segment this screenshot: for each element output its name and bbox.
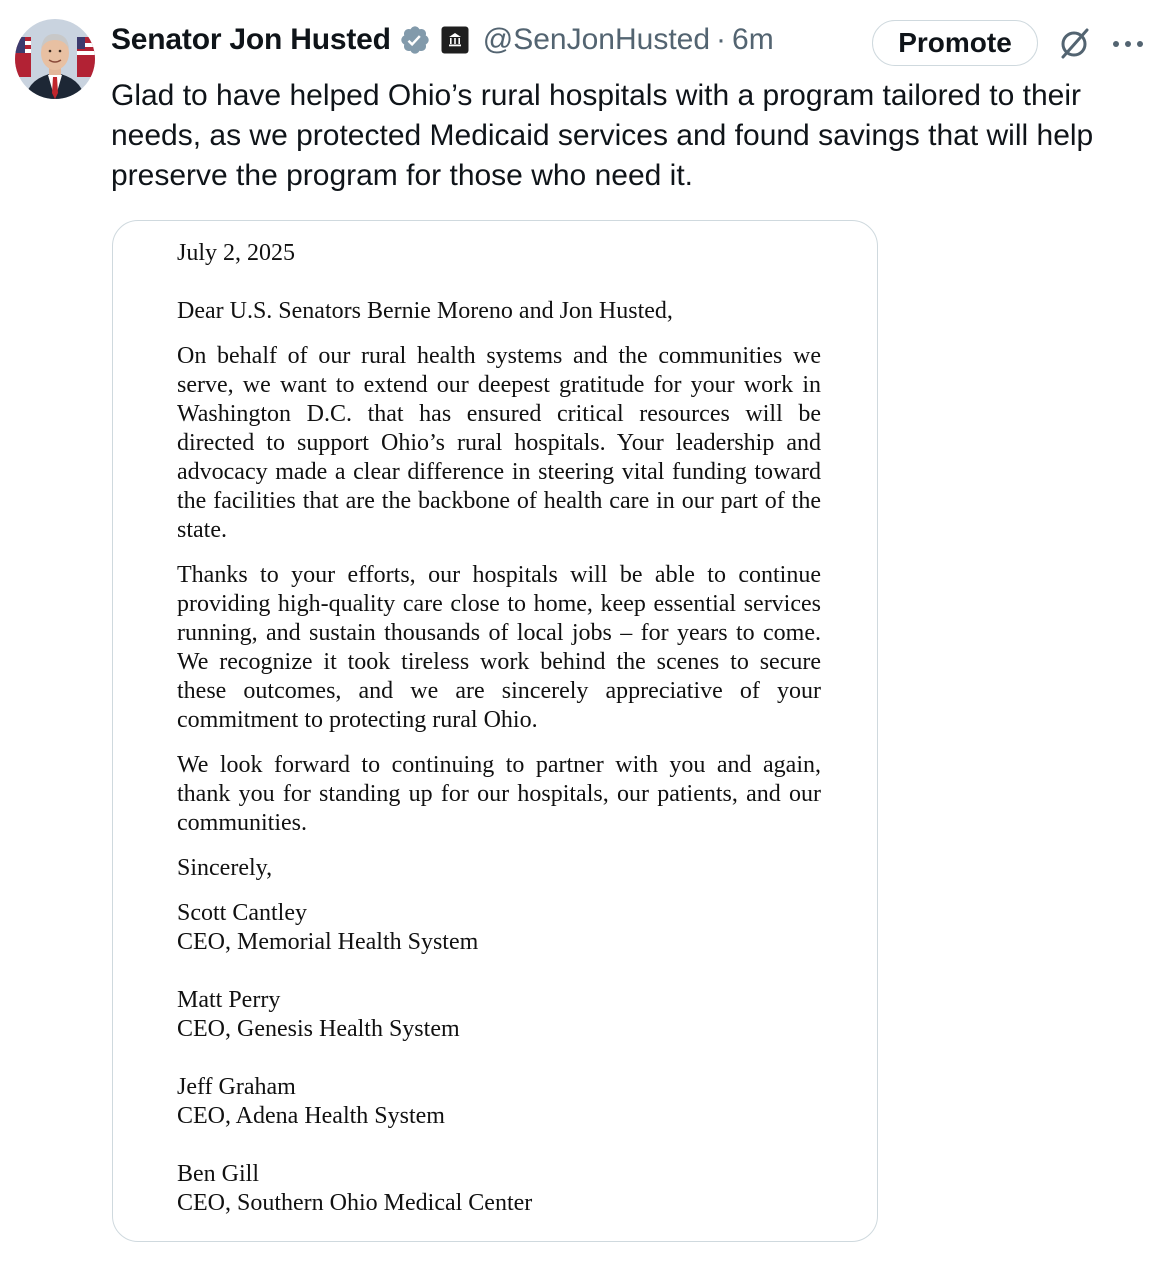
signatory-title: CEO, Adena Health System [177,1103,445,1129]
signatory-title: CEO, Memorial Health System [177,929,479,955]
letter-date: July 2, 2025 [177,240,296,266]
tweet-text: Glad to have helped Ohio’s rural hospitals with a program tailored to their needs, as we protected Medicaid services and found savings that will help preserve the program for those who need it. [111,79,1094,192]
letter-paragraph: Thanks to your efforts, our hospitals will be able to continue providing high-quality care close to home, keep essential services running, and sustain thousands of local jobs – for years to come. We recognize it took tireless work behind the scenes to secure these outcomes, and we are sincerely appreciative of your commitment to protecting rural Ohio. [177,562,821,733]
letter-paragraph: We look forward to continuing to partner with you and again, thank you for standing up for our hospitals, our patients, and our communities. [177,752,821,836]
signatory [177,1160,821,1218]
government-affiliate-icon[interactable] [441,26,469,54]
signatory-name: Jeff Graham [177,1074,296,1100]
letter-closing: Sincerely, [177,855,273,881]
separator-dot: · [716,23,727,56]
signatory-name: Scott Cantley [177,900,307,926]
timestamp[interactable]: 6m [732,23,774,56]
grok-icon[interactable] [1056,26,1092,62]
tweet-header [111,18,774,62]
signatory [177,986,821,1044]
signatory-name: Matt Perry [177,987,281,1013]
letter-salutation: Dear U.S. Senators Bernie Moreno and Jon Husted, [177,298,673,324]
signatory [177,1073,821,1131]
tweet-media-letter[interactable] [112,220,878,1242]
more-icon[interactable] [1108,30,1148,58]
handle[interactable]: @SenJonHusted [482,23,711,56]
signatory-title: CEO, Genesis Health System [177,1016,460,1042]
promote-button[interactable]: Promote [872,20,1038,66]
signatory-name: Ben Gill [177,1161,259,1187]
signatory-title: CEO, Southern Ohio Medical Center [177,1190,533,1216]
display-name[interactable]: Senator Jon Husted [111,23,391,56]
avatar[interactable] [15,19,95,99]
verified-badge-icon[interactable] [399,24,431,56]
letter-document [177,239,821,1218]
signatory [177,899,821,957]
letter-paragraph: On behalf of our rural health systems and the communities we serve, we want to extend our deepest gratitude for your work in Washington D.C. that has ensured critical resources will be directed to support Ohio’s rural hospitals. Your leadership and advocacy made a clear difference in steering vital funding toward the facilities that are the backbone of health care in our part of the state. [177,343,821,543]
avatar-portrait [15,19,95,99]
